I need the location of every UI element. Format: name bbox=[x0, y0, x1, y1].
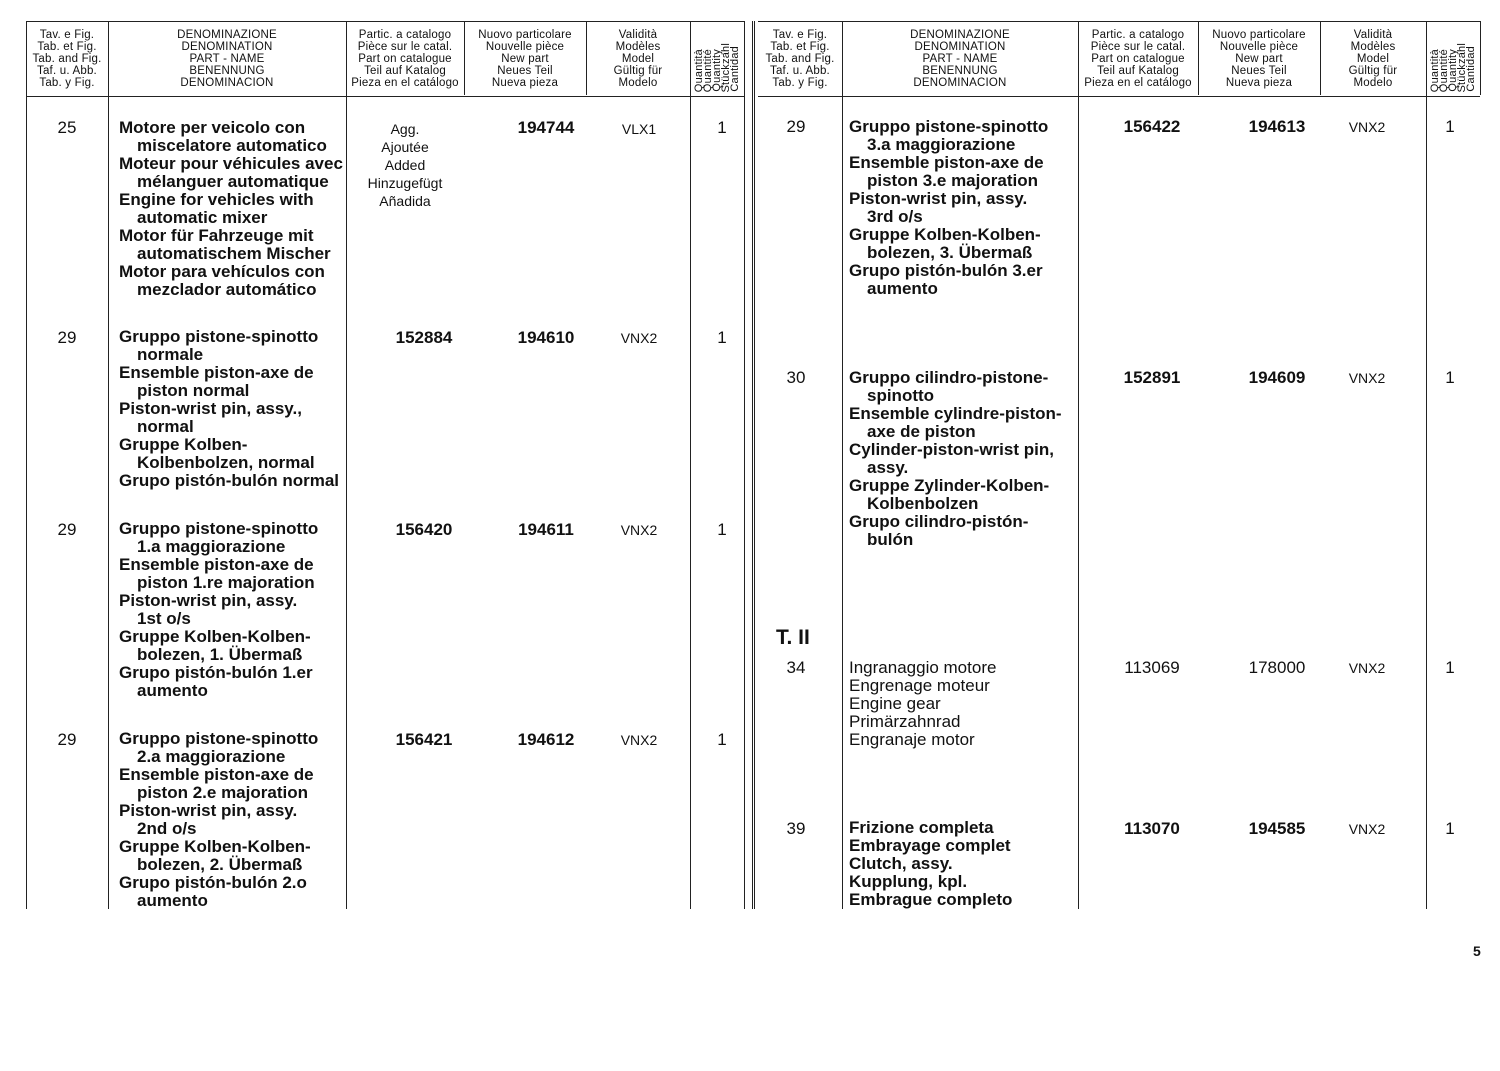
section-label: T. II bbox=[776, 626, 810, 649]
entry-name bbox=[849, 659, 996, 749]
header-new-line: Nouvelle pièce bbox=[1219, 41, 1299, 53]
name-line: piston 3.e majoration bbox=[867, 171, 1038, 190]
old-part-number: 113069 bbox=[1124, 658, 1180, 677]
header-old-line: Partic. a catalogo bbox=[1091, 29, 1185, 41]
name-line: Clutch, assy. bbox=[849, 854, 953, 873]
name-line: Motor für Fahrzeuge mit bbox=[119, 226, 314, 245]
name-line: assy. bbox=[867, 458, 909, 477]
name-line: 3.a maggiorazione bbox=[867, 135, 1016, 154]
added-line: Añadida bbox=[379, 193, 431, 209]
header-name-line: PART - NAME bbox=[922, 53, 998, 65]
entry-name bbox=[849, 369, 1062, 549]
name-line: aumento bbox=[867, 279, 938, 298]
header-name-line: BENENNUNG bbox=[189, 65, 265, 77]
new-part-number: 178000 bbox=[1248, 658, 1306, 677]
header-validity-line: Model bbox=[1356, 53, 1390, 65]
name-line: spinotto bbox=[867, 386, 935, 405]
name-line: Kolbenbolzen bbox=[867, 494, 979, 513]
column-rule bbox=[26, 21, 27, 909]
header-validity-line: Modelo bbox=[618, 77, 658, 89]
model-code: VNX2 bbox=[1348, 119, 1386, 135]
entry-ref: 29 bbox=[57, 730, 77, 749]
old-part-number: 156422 bbox=[1123, 117, 1181, 136]
model-code: VNX2 bbox=[620, 732, 658, 748]
header-ref-line: Tab. and Fig. bbox=[765, 53, 835, 65]
header-new-part bbox=[464, 22, 586, 96]
added-line: Added bbox=[384, 157, 426, 173]
entry-name bbox=[119, 328, 339, 490]
old-part-number: 152891 bbox=[1123, 368, 1181, 387]
column-rule bbox=[1426, 21, 1427, 909]
name-line: Engine for vehicles with bbox=[119, 190, 314, 209]
entry-name bbox=[119, 730, 318, 910]
header-quantity bbox=[1426, 22, 1480, 96]
header-new-line: New part bbox=[1235, 53, 1283, 65]
old-part-number: 156421 bbox=[395, 730, 453, 749]
header-qty-line: Quantité bbox=[701, 48, 714, 92]
name-line: Gruppe Kolben-Kolben- bbox=[849, 225, 1041, 244]
model-code: VNX2 bbox=[620, 522, 658, 538]
header-validity-line: Validità bbox=[618, 29, 658, 41]
header-new-line: Nuovo particolare bbox=[478, 29, 572, 41]
name-line: Grupo pistón-bulón 2.o bbox=[119, 873, 307, 892]
column-rule bbox=[586, 21, 587, 95]
header-new-line: Nuovo particolare bbox=[1212, 29, 1306, 41]
column-rule bbox=[464, 21, 465, 95]
name-line: Embrayage complet bbox=[849, 836, 1011, 855]
header-old-line: Pieza en el catálogo bbox=[1084, 77, 1192, 89]
new-part-number: 194609 bbox=[1248, 368, 1306, 387]
column-rule bbox=[1078, 21, 1079, 909]
column-rule bbox=[1198, 21, 1199, 95]
name-line: mélanguer automatique bbox=[137, 172, 329, 191]
old-part-number: 152884 bbox=[395, 328, 453, 347]
quantity: 1 bbox=[717, 730, 727, 749]
model-code: VNX2 bbox=[1348, 821, 1386, 837]
header-validity-line: Modèles bbox=[615, 41, 661, 53]
header-qty-line: Quantità bbox=[1428, 48, 1441, 92]
quantity: 1 bbox=[717, 118, 727, 137]
header-old-line: Part on catalogue bbox=[1091, 53, 1185, 65]
header-ref bbox=[26, 22, 108, 96]
new-part-number: 194744 bbox=[517, 118, 575, 137]
header-qty-line: Quantity bbox=[1446, 49, 1459, 92]
model-code: VLX1 bbox=[621, 121, 657, 137]
new-part-number: 194610 bbox=[517, 328, 575, 347]
quantity: 1 bbox=[1445, 117, 1455, 136]
center-double-rule bbox=[752, 21, 755, 909]
new-part-number: 194612 bbox=[517, 730, 575, 749]
name-line: Ensemble cylindre-piston- bbox=[849, 404, 1062, 423]
entry-name bbox=[849, 118, 1048, 298]
quantity: 1 bbox=[717, 328, 727, 347]
new-part-number: 194611 bbox=[518, 520, 574, 539]
header-name-line: DENOMINAZIONE bbox=[177, 29, 277, 41]
header-name-line: PART - NAME bbox=[189, 53, 265, 65]
header-validity-line: Modelo bbox=[1353, 77, 1393, 89]
name-line: normale bbox=[137, 345, 204, 364]
added-line: Hinzugefügt bbox=[367, 175, 443, 191]
entry-ref: 29 bbox=[786, 117, 806, 136]
name-line: Engranaje motor bbox=[849, 730, 975, 749]
name-line: bolezen, 2. Übermaß bbox=[137, 855, 303, 874]
name-line: aumento bbox=[137, 681, 208, 700]
header-new-part bbox=[1198, 22, 1320, 96]
name-line: 3rd o/s bbox=[867, 207, 923, 226]
header-validity-line: Model bbox=[621, 53, 655, 65]
right-header bbox=[758, 21, 1480, 97]
name-line: Piston-wrist pin, assy. bbox=[119, 801, 298, 820]
header-qty-line: Cantidad bbox=[728, 46, 741, 92]
header-validity bbox=[1320, 22, 1426, 96]
name-line: Piston-wrist pin, assy. bbox=[849, 189, 1028, 208]
name-line: Moteur pour véhicules avec bbox=[119, 154, 343, 173]
name-line: normal bbox=[137, 417, 194, 436]
name-line: Motore per veicolo con bbox=[119, 118, 306, 137]
name-line: Ensemble piston-axe de bbox=[119, 363, 314, 382]
entry-ref: 39 bbox=[786, 819, 806, 838]
column-rule bbox=[842, 21, 843, 909]
header-old-line: Part on catalogue bbox=[358, 53, 452, 65]
new-part-number: 194585 bbox=[1248, 819, 1306, 838]
name-line: piston 1.re majoration bbox=[137, 573, 315, 592]
header-new-line: Nueva pieza bbox=[1225, 77, 1293, 89]
entry-ref: 34 bbox=[786, 658, 806, 677]
header-ref-line: Tab. y Fig. bbox=[39, 77, 95, 89]
name-line: 1.a maggiorazione bbox=[137, 537, 286, 556]
column-rule bbox=[108, 21, 109, 909]
name-line: piston normal bbox=[137, 381, 250, 400]
name-line: Ensemble piston-axe de bbox=[119, 555, 314, 574]
column-rule bbox=[744, 21, 745, 909]
name-line: Piston-wrist pin, assy., bbox=[119, 399, 302, 418]
name-line: Motor para vehículos con bbox=[119, 262, 325, 281]
name-line: Kupplung, kpl. bbox=[849, 872, 968, 891]
header-new-line: New part bbox=[501, 53, 549, 65]
header-ref-line: Tab. et Fig. bbox=[37, 41, 97, 53]
name-line: Gruppo pistone-spinotto bbox=[119, 327, 319, 346]
header-qty-line: Quantità bbox=[692, 48, 705, 92]
added-line: Agg. bbox=[390, 121, 420, 137]
header-name-line: DENOMINATION bbox=[914, 41, 1006, 53]
name-line: aumento bbox=[137, 891, 208, 910]
name-line: Grupo pistón-bulón 1.er bbox=[119, 663, 313, 682]
column-rule bbox=[690, 21, 691, 909]
header-name-line: DENOMINATION bbox=[181, 41, 273, 53]
header-name-line: DENOMINAZIONE bbox=[910, 29, 1010, 41]
header-validity-line: Validità bbox=[1353, 29, 1393, 41]
quantity: 1 bbox=[1445, 368, 1455, 387]
header-qty-line: Quantité bbox=[1437, 48, 1450, 92]
header-old-line: Pieza en el catálogo bbox=[351, 77, 459, 89]
name-line: Gruppo pistone-spinotto bbox=[119, 519, 319, 538]
name-line: 2nd o/s bbox=[137, 819, 197, 838]
name-line: Primärzahnrad bbox=[849, 712, 961, 731]
name-line: Ingranaggio motore bbox=[849, 658, 997, 677]
header-old-line: Pièce sur le catal. bbox=[1090, 41, 1186, 53]
header-qty-line: Cantidad bbox=[1464, 46, 1477, 92]
name-line: 1st o/s bbox=[137, 609, 191, 628]
name-line: Gruppo pistone-spinotto bbox=[849, 117, 1049, 136]
left-header bbox=[26, 21, 744, 97]
header-ref-line: Taf. u. Abb. bbox=[770, 65, 830, 77]
header-validity-line: Gültig für bbox=[1348, 65, 1398, 77]
name-line: axe de piston bbox=[867, 422, 976, 441]
header-ref-line: Tab. et Fig. bbox=[770, 41, 830, 53]
old-part-number: 156420 bbox=[395, 520, 453, 539]
column-rule bbox=[1320, 21, 1321, 95]
entry-ref: 29 bbox=[57, 328, 77, 347]
name-line: piston 2.e majoration bbox=[137, 783, 308, 802]
entry-name bbox=[119, 119, 343, 299]
name-line: Engrenage moteur bbox=[849, 676, 990, 695]
name-line: Ensemble piston-axe de bbox=[849, 153, 1044, 172]
entry-ref: 30 bbox=[786, 368, 806, 387]
added-line: Ajoutée bbox=[381, 139, 429, 155]
header-quantity bbox=[690, 22, 744, 96]
header-old-part bbox=[346, 22, 464, 96]
name-line: Embrague completo bbox=[849, 890, 1013, 909]
name-line: Grupo pistón-bulón normal bbox=[119, 471, 340, 490]
header-qty-line: Stückzahl bbox=[1455, 42, 1468, 92]
header-old-line: Teil auf Katalog bbox=[364, 65, 446, 77]
header-ref-line: Tav. e Fig. bbox=[772, 29, 828, 41]
name-line: Gruppe Kolben- bbox=[119, 435, 248, 454]
name-line: bulón bbox=[867, 530, 914, 549]
name-line: Grupo pistón-bulón 3.er bbox=[849, 261, 1043, 280]
column-rule bbox=[1480, 21, 1481, 95]
header-ref-line: Tab. and Fig. bbox=[32, 53, 102, 65]
name-line: automatischem Mischer bbox=[137, 244, 331, 263]
header-name-line: BENENNUNG bbox=[922, 65, 998, 77]
name-line: Gruppo cilindro-pistone- bbox=[849, 368, 1049, 387]
quantity: 1 bbox=[1445, 658, 1455, 677]
quantity: 1 bbox=[1445, 819, 1455, 838]
header-old-line: Pièce sur le catal. bbox=[357, 41, 453, 53]
entry-ref: 25 bbox=[57, 118, 77, 137]
name-line: miscelatore automatico bbox=[137, 136, 327, 155]
header-qty-line: Quantity bbox=[710, 49, 723, 92]
name-line: Frizione completa bbox=[849, 818, 994, 837]
header-ref-line: Tav. e Fig. bbox=[39, 29, 95, 41]
name-line: Gruppe Kolben-Kolben- bbox=[119, 627, 311, 646]
header-name bbox=[108, 22, 346, 96]
name-line: mezclador automático bbox=[137, 280, 317, 299]
name-line: automatic mixer bbox=[137, 208, 268, 227]
header-name-line: DENOMINACION bbox=[913, 77, 1007, 89]
header-old-part bbox=[1078, 22, 1198, 96]
name-line: Engine gear bbox=[849, 694, 941, 713]
old-part-number: 113070 bbox=[1124, 819, 1180, 838]
model-code: VNX2 bbox=[1348, 370, 1386, 386]
name-line: 2.a maggiorazione bbox=[137, 747, 286, 766]
header-new-line: Nueva pieza bbox=[491, 77, 559, 89]
header-ref bbox=[758, 22, 842, 96]
name-line: Gruppe Kolben-Kolben- bbox=[119, 837, 311, 856]
header-new-line: Neues Teil bbox=[497, 65, 553, 77]
header-ref-line: Tab. y Fig. bbox=[772, 77, 828, 89]
new-part-number: 194613 bbox=[1248, 117, 1306, 136]
header-validity bbox=[586, 22, 690, 96]
header-ref-line: Taf. u. Abb. bbox=[37, 65, 97, 77]
header-new-line: Nouvelle pièce bbox=[485, 41, 565, 53]
old-part-added-note bbox=[346, 120, 464, 210]
name-line: bolezen, 3. Übermaß bbox=[867, 243, 1033, 262]
name-line: Kolbenbolzen, normal bbox=[137, 453, 315, 472]
header-old-line: Partic. a catalogo bbox=[358, 29, 452, 41]
quantity: 1 bbox=[717, 520, 727, 539]
page-number: 5 bbox=[1473, 943, 1481, 959]
name-line: Ensemble piston-axe de bbox=[119, 765, 314, 784]
header-name bbox=[842, 22, 1078, 96]
name-line: Gruppe Zylinder-Kolben- bbox=[849, 476, 1050, 495]
model-code: VNX2 bbox=[620, 330, 658, 346]
name-line: Gruppo pistone-spinotto bbox=[119, 729, 319, 748]
name-line: Grupo cilindro-pistón- bbox=[849, 512, 1029, 531]
name-line: bolezen, 1. Übermaß bbox=[137, 645, 303, 664]
header-validity-line: Modèles bbox=[1350, 41, 1396, 53]
model-code: VNX2 bbox=[1348, 660, 1386, 676]
header-old-line: Teil auf Katalog bbox=[1097, 65, 1179, 77]
header-validity-line: Gültig für bbox=[613, 65, 663, 77]
header-name-line: DENOMINACION bbox=[180, 77, 274, 89]
name-line: Piston-wrist pin, assy. bbox=[119, 591, 298, 610]
header-new-line: Neues Teil bbox=[1231, 65, 1287, 77]
header-qty-line: Stückzahl bbox=[719, 42, 732, 92]
entry-ref: 29 bbox=[57, 520, 77, 539]
entry-name bbox=[119, 520, 318, 700]
name-line: Cylinder-piston-wrist pin, bbox=[849, 440, 1054, 459]
entry-name bbox=[849, 819, 1012, 909]
